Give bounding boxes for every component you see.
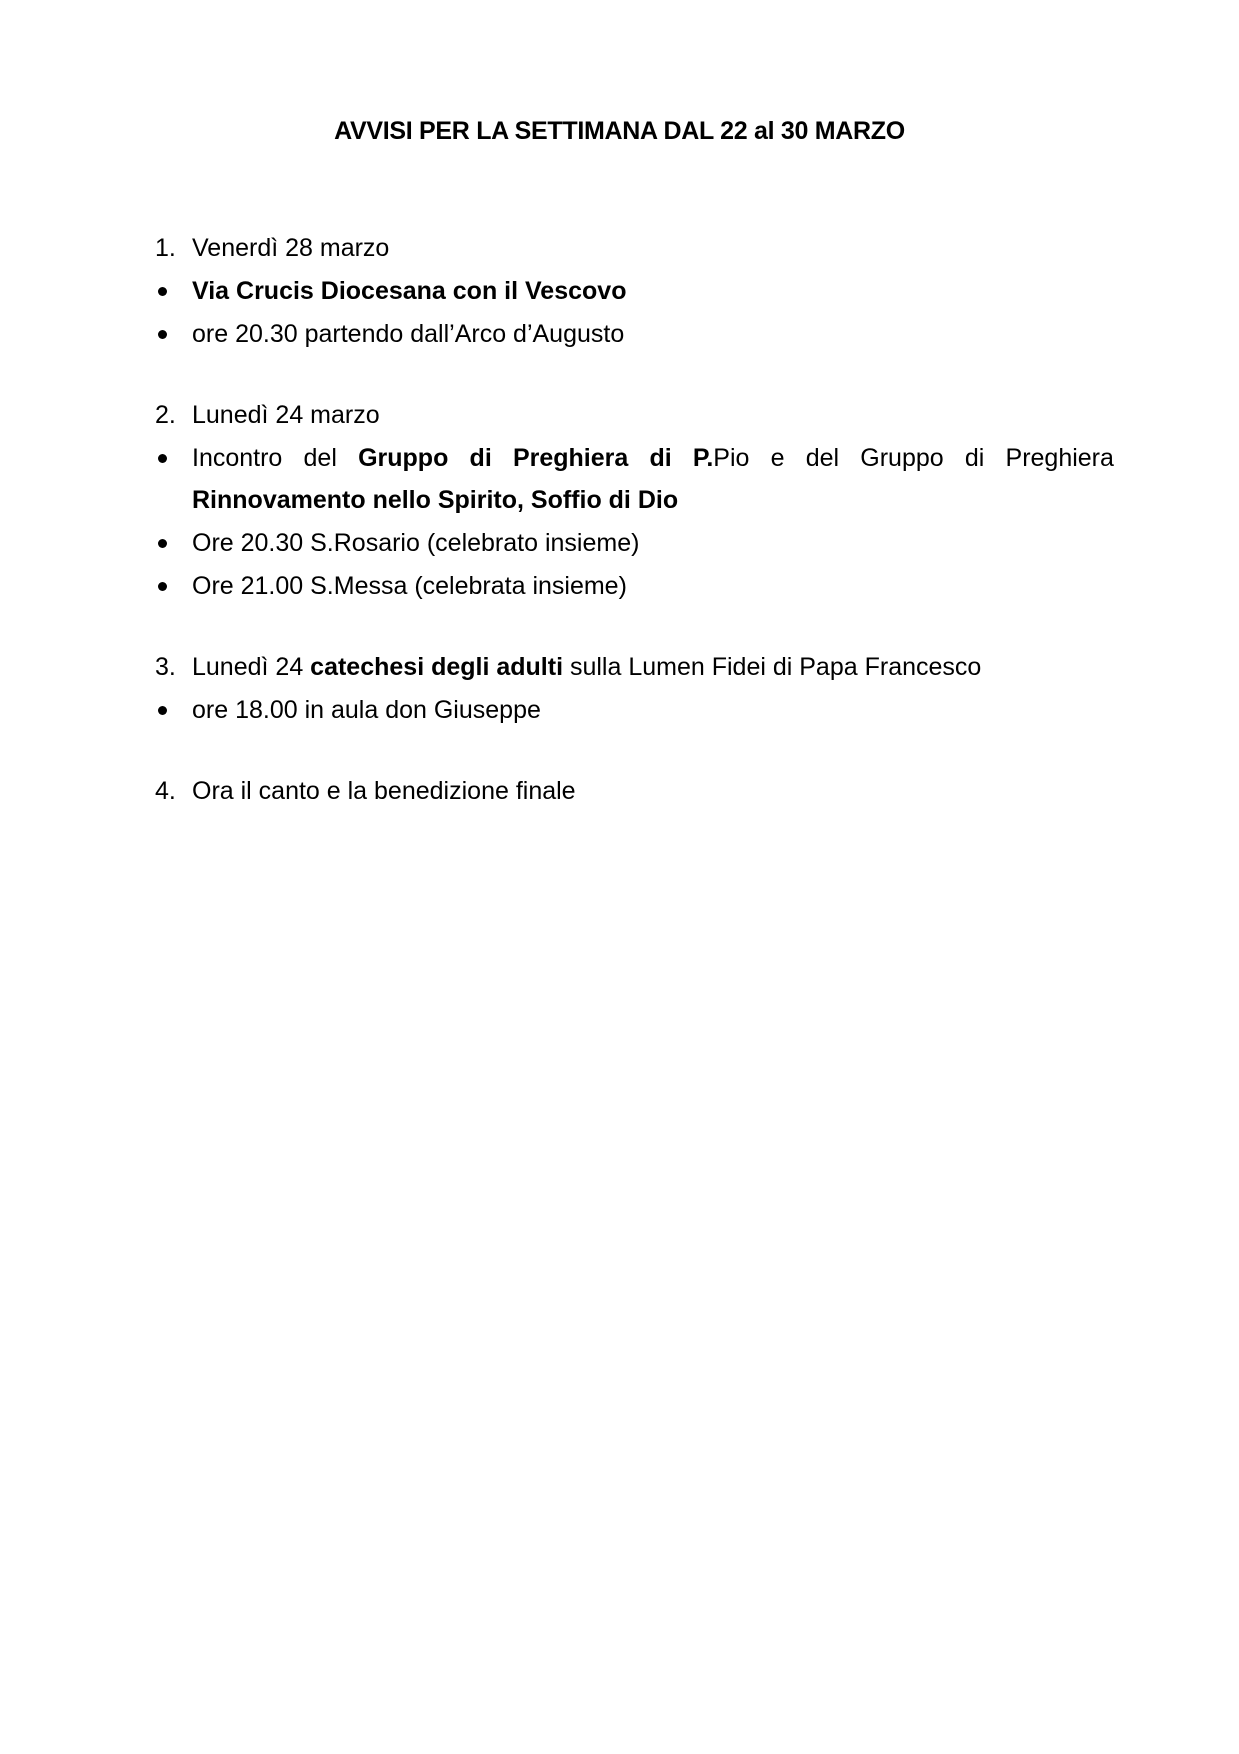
word: Gruppo [860, 444, 944, 472]
bullet-text: ore 20.30 partendo dall’Arco d’Augusto [192, 320, 625, 348]
bullet-item [155, 272, 1117, 310]
text-part-bold: catechesi degli adulti [310, 653, 564, 681]
bullet-icon [158, 287, 167, 296]
word: di [964, 444, 985, 472]
item-number: 3. [155, 653, 176, 681]
item-heading [192, 648, 981, 686]
text-part: sulla Lumen Fidei di Papa Francesco [563, 653, 982, 681]
list-item-3 [155, 648, 1117, 686]
bullet-text: Ore 20.30 S.Rosario (celebrato insieme) [192, 529, 640, 557]
bullet-icon [158, 582, 167, 591]
word: del [303, 444, 337, 472]
item-heading: Ora il canto e la benedizione finale [192, 777, 576, 805]
list-item-1 [155, 229, 1117, 267]
word-part: Pio [713, 444, 750, 472]
bullet-icon [158, 539, 167, 548]
bullet-icon [158, 454, 167, 463]
text-part: Lunedì 24 [192, 653, 311, 681]
bullet-item [155, 524, 1117, 562]
word: di [649, 444, 672, 472]
word: Preghiera [512, 444, 629, 472]
item-number: 1. [155, 234, 176, 262]
bullet-item [155, 691, 1117, 729]
list-item-2 [155, 396, 1117, 434]
bullet-item [155, 315, 1117, 353]
bullet-item [155, 567, 1117, 605]
word: di [469, 444, 492, 472]
bullet-text: Rinnovamento nello Spirito, Soffio di Dio [192, 486, 679, 514]
word-part: P. [692, 444, 714, 472]
bullet-item [155, 439, 1117, 477]
word: del [805, 444, 840, 472]
word: Gruppo [358, 444, 449, 472]
bullet-continuation [155, 481, 1117, 519]
word [693, 439, 750, 477]
item-number: 2. [155, 401, 176, 429]
bullet-text-justified [192, 439, 1114, 477]
list-item-4 [155, 772, 1117, 810]
bullet-text: ore 18.00 in aula don Giuseppe [192, 696, 541, 724]
bullet-text: Ore 21.00 S.Messa (celebrata insieme) [192, 572, 627, 600]
bullet-icon [158, 706, 167, 715]
bullet-icon [158, 330, 167, 339]
word: Incontro [192, 444, 283, 472]
word: e [770, 444, 785, 472]
item-heading: Venerdì 28 marzo [192, 234, 390, 262]
bullet-text: Via Crucis Diocesana con il Vescovo [192, 277, 627, 305]
item-number: 4. [155, 777, 176, 805]
page-title: AVVISI PER LA SETTIMANA DAL 22 al 30 MARZO [334, 117, 905, 145]
word: Preghiera [1005, 444, 1114, 472]
item-heading: Lunedì 24 marzo [192, 401, 380, 429]
